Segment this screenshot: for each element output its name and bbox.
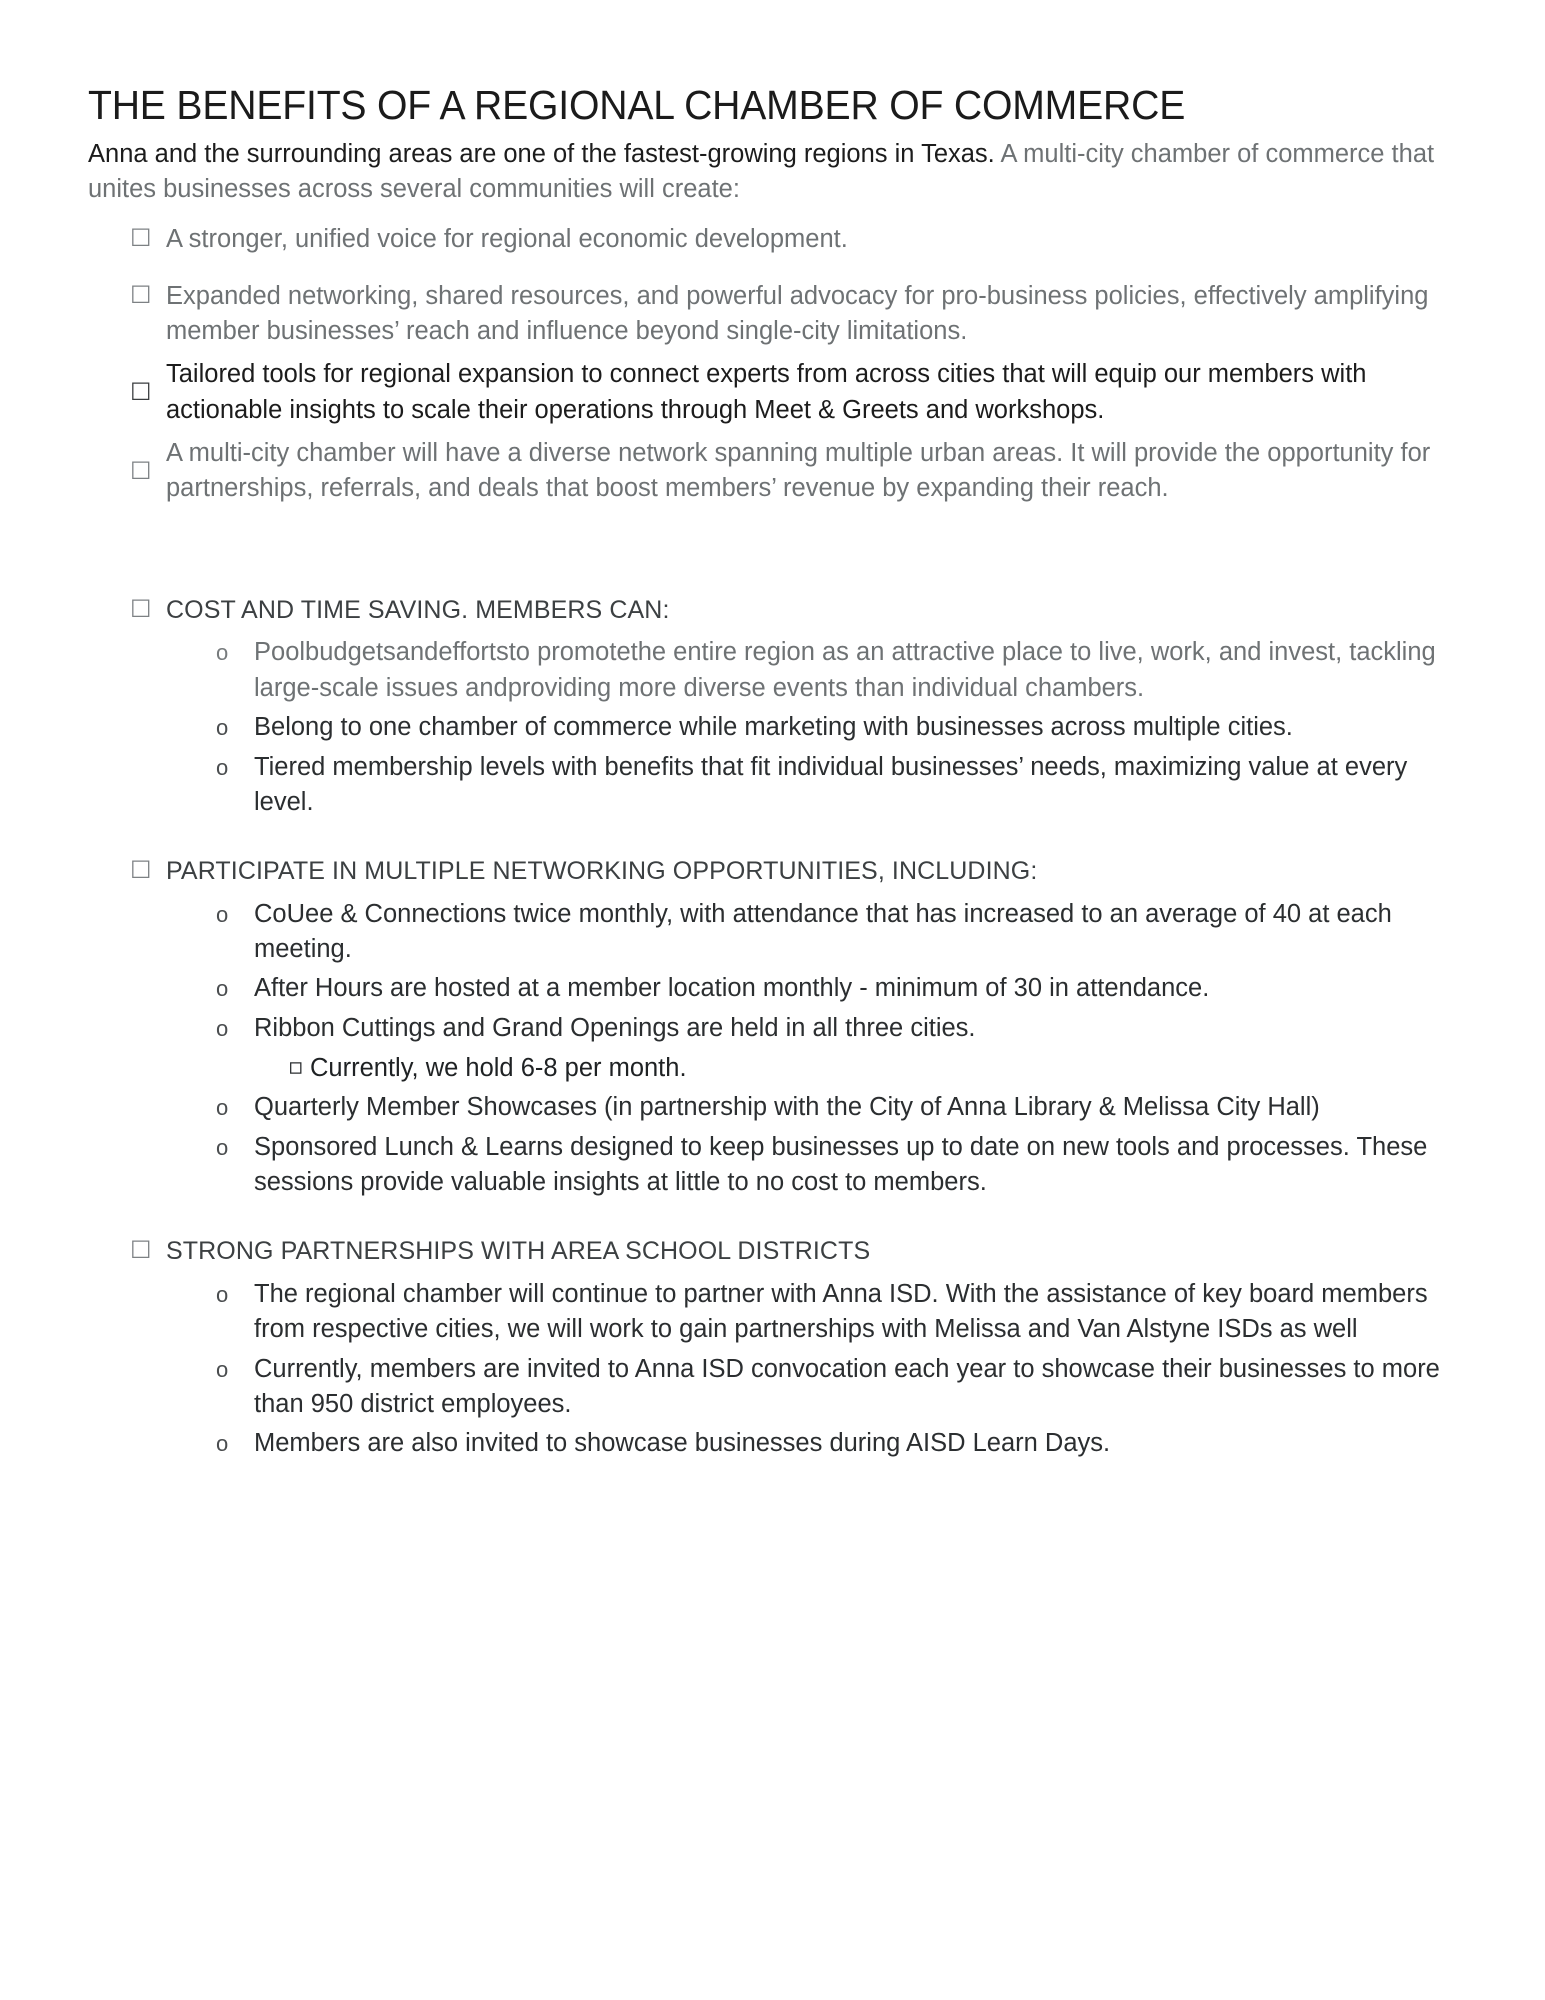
checkbox-outline-icon: ☐ — [130, 856, 152, 885]
list-item — [88, 897, 1467, 968]
list-item — [88, 971, 1467, 1007]
circle-bullet-icon: o — [216, 1431, 229, 1457]
circle-bullet-icon: o — [216, 1356, 229, 1382]
list-item-text: Tailored tools for regional expansion to connect experts from across cities that will equip our members with actionable insights to scale their operations through Meet & Greets and workshops. — [166, 360, 1367, 424]
section-spacer — [88, 824, 1467, 854]
list-item — [88, 222, 1467, 257]
list-item — [88, 1130, 1467, 1201]
list-item-text: CoUee & Connections twice monthly, with attendance that has increased to an average of 40 at each meeting. — [254, 899, 1392, 964]
section-heading-text: PARTICIPATE IN MULTIPLE NETWORKING OPPORTUNITIES, INCLUDING: — [166, 857, 1038, 886]
intro-paragraph — [88, 137, 1467, 208]
section-school-district-partnerships — [88, 1234, 1467, 1462]
section-spacer — [88, 529, 1467, 593]
intro-lead-sentence: Anna and the surrounding areas are one of the fastest-growing regions in Texas. — [88, 139, 1001, 168]
list-item-text: Poolbudgetsandeffortsto promotethe entire region as an attractive place to live, work, and invest, tackling large-scale issues andproviding more diverse events than individual chambers. — [254, 638, 1436, 702]
list-item-text: Quarterly Member Showcases (in partnership with the City of Anna Library & Melissa City Hall) — [254, 1093, 1320, 1121]
list-item-text: Sponsored Lunch & Learns designed to keep businesses up to date on new tools and processes. These sessions provide valuable insights at little to no cost to members. — [254, 1132, 1428, 1196]
top-bullet-list — [88, 222, 1467, 507]
circle-bullet-icon: o — [216, 1134, 229, 1160]
list-item-text: A multi-city chamber will have a diverse network spanning multiple urban areas. It will provide the opportunity for partnerships, referrals, and deals that boost members’ revenue by expanding their reach. — [166, 439, 1431, 503]
section-heading-row — [88, 593, 1467, 628]
list-item — [88, 1426, 1467, 1462]
section-spacer — [88, 1204, 1467, 1234]
square-bullet-icon: ▫ — [288, 1053, 304, 1080]
list-item-text: Tiered membership levels with benefits that fit individual businesses’ needs, maximizing value at every level. — [254, 752, 1408, 816]
list-item — [88, 1277, 1467, 1348]
circle-bullet-icon: o — [216, 1016, 229, 1042]
checkbox-outline-icon: ☐ — [130, 1236, 152, 1265]
list-item — [88, 1090, 1467, 1126]
circle-bullet-icon: o — [216, 1281, 229, 1307]
checkbox-outline-icon: ☐ — [130, 378, 152, 407]
list-item-text: Currently, members are invited to Anna ISD convocation each year to showcase their businesses to more than 950 district employees. — [254, 1354, 1440, 1418]
circle-bullet-icon: o — [216, 640, 229, 666]
list-item — [88, 1352, 1467, 1423]
section-heading-row — [88, 1234, 1467, 1269]
checkbox-outline-icon: ☐ — [130, 456, 152, 485]
intro-rest: A multi-city chamber of commerce that unites businesses across several communities will create: — [88, 139, 1435, 204]
list-item — [88, 710, 1467, 746]
list-item — [88, 750, 1467, 821]
circle-bullet-icon: o — [216, 754, 229, 780]
sub-list-item — [88, 1051, 1467, 1086]
section-cost-and-time-saving — [88, 593, 1467, 821]
section-heading-text: COST AND TIME SAVING. MEMBERS CAN: — [166, 595, 670, 624]
circle-bullet-icon: o — [216, 1095, 229, 1120]
list-item-text: Expanded networking, shared resources, and powerful advocacy for pro-business policies, effectively amplifying member businesses’ reach and influence beyond single-city limitations. — [166, 281, 1429, 346]
section-heading-row — [88, 854, 1467, 889]
circle-bullet-icon: o — [216, 976, 229, 1002]
list-item — [88, 635, 1467, 706]
list-item-text: The regional chamber will continue to partner with Anna ISD. With the assistance of key board members from respective cities, we will work to gain partnerships with Melissa and Van Alstyne ISDs as well — [254, 1279, 1428, 1344]
list-item — [88, 279, 1467, 350]
list-item — [88, 1011, 1467, 1047]
checkbox-outline-icon: ☐ — [130, 280, 152, 309]
list-item — [88, 357, 1467, 428]
section-heading-text: STRONG PARTNERSHIPS WITH AREA SCHOOL DISTRICTS — [166, 1237, 871, 1266]
list-item-text: Ribbon Cuttings and Grand Openings are held in all three cities. — [254, 1014, 976, 1043]
list-item — [88, 436, 1467, 507]
list-item-text: After Hours are hosted at a member location monthly - minimum of 30 in attendance. — [254, 974, 1210, 1003]
section-networking-opportunities — [88, 854, 1467, 1200]
circle-bullet-icon: o — [216, 901, 229, 927]
checkbox-outline-icon: ☐ — [130, 223, 152, 252]
circle-bullet-icon: o — [216, 714, 229, 740]
checkbox-outline-icon: ☐ — [130, 594, 152, 623]
page-title: THE BENEFITS OF A REGIONAL CHAMBER OF COMMERCE — [88, 82, 1186, 128]
list-item-text: Belong to one chamber of commerce while marketing with businesses across multiple cities. — [254, 712, 1293, 741]
list-item-text: A stronger, unified voice for regional economic development. — [166, 224, 848, 253]
sub-list-item-text: Currently, we hold 6-8 per month. — [310, 1053, 687, 1082]
list-item-text: Members are also invited to showcase businesses during AISD Learn Days. — [254, 1429, 1111, 1458]
